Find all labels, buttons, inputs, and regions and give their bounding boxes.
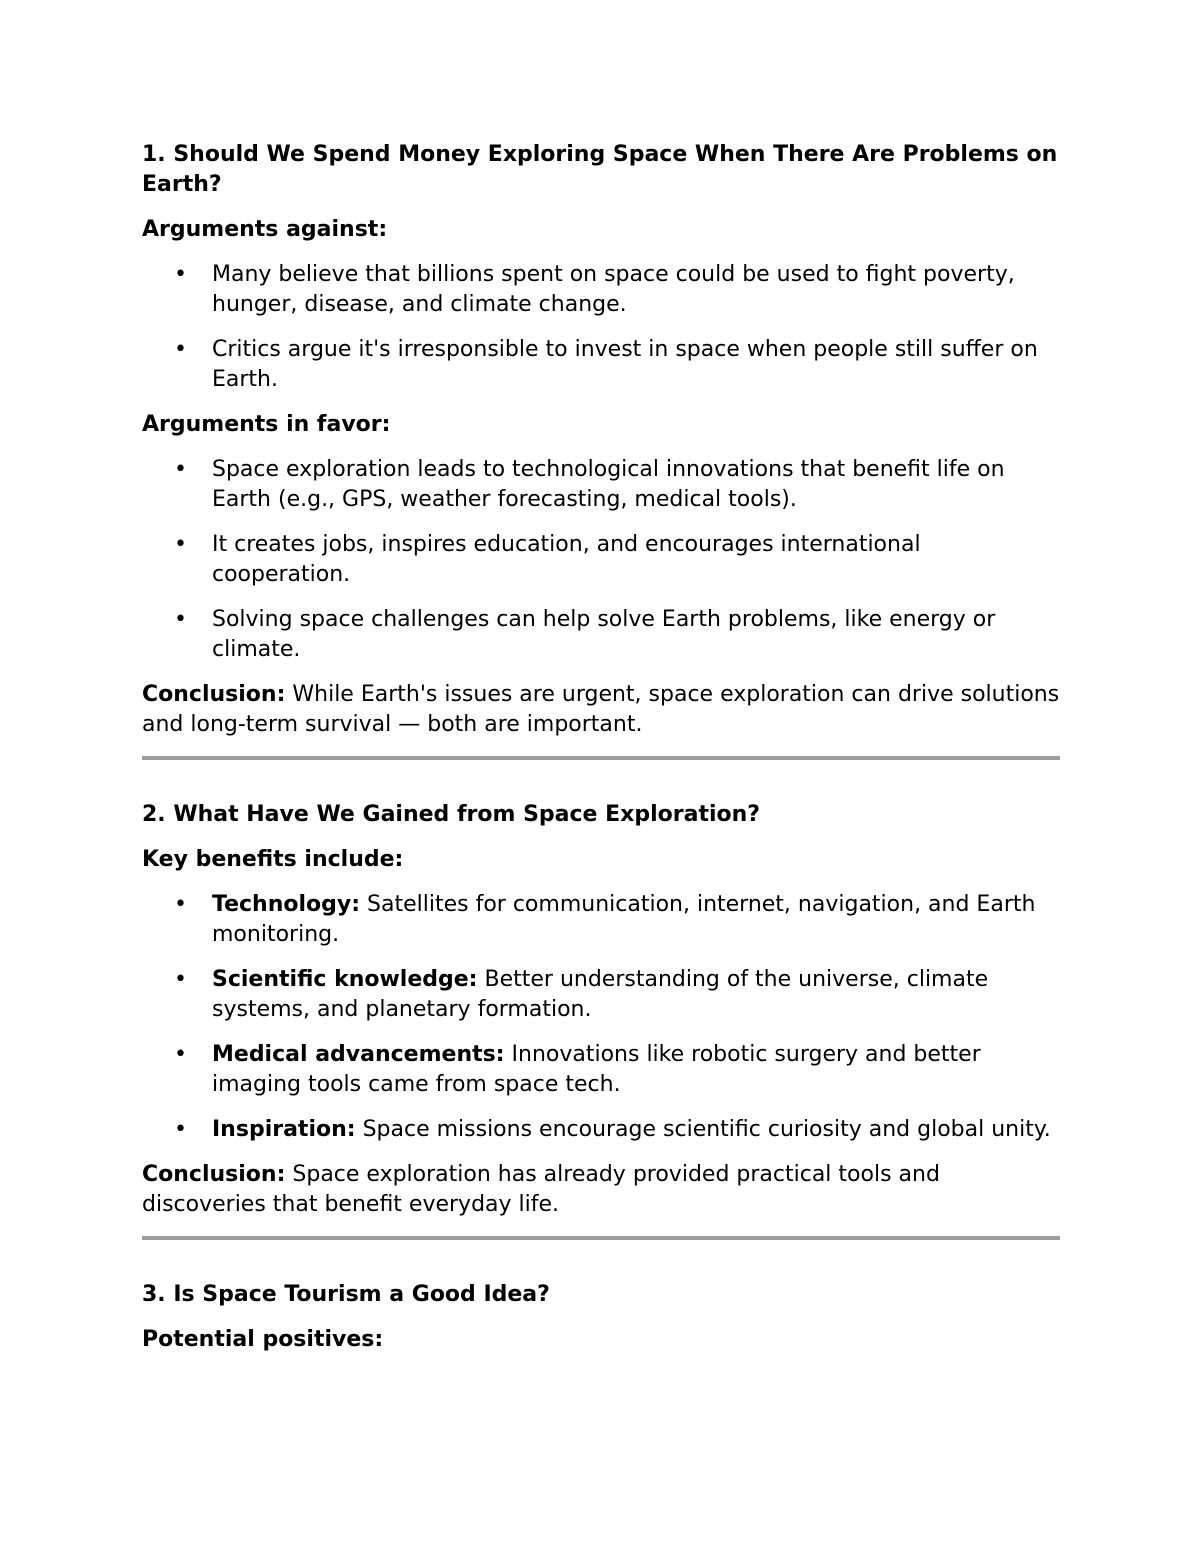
bullet-icon: • bbox=[174, 532, 187, 557]
list-item bbox=[142, 455, 1060, 515]
section-1-heading: 1. Should We Spend Money Exploring Space When There Are Problems on Earth? bbox=[142, 142, 1058, 197]
bullet-icon: • bbox=[174, 892, 187, 917]
arguments-in-favor-list bbox=[142, 455, 1060, 665]
conclusion-label: Conclusion: bbox=[142, 1162, 286, 1187]
section-divider bbox=[142, 756, 1060, 760]
section-1-conclusion bbox=[142, 680, 1060, 740]
list-item bbox=[142, 260, 1060, 320]
key-benefits-label: Key benefits include: bbox=[142, 847, 404, 872]
arguments-in-favor-label: Arguments in favor: bbox=[142, 412, 391, 437]
section-2-heading: 2. What Have We Gained from Space Exploration? bbox=[142, 802, 761, 827]
key-benefits-list bbox=[142, 890, 1060, 1145]
benefit-text: Better understanding of the universe, climate systems, and planetary formation. bbox=[212, 967, 989, 1022]
arguments-against-list bbox=[142, 260, 1060, 395]
list-item-text: Many believe that billions spent on space could be used to fight poverty, hunger, disease, and climate change. bbox=[212, 262, 1015, 317]
list-item-text: Solving space challenges can help solve Earth problems, like energy or climate. bbox=[212, 607, 996, 662]
list-item-text: Critics argue it's irresponsible to invest in space when people still suffer on Earth. bbox=[212, 337, 1038, 392]
list-item-text: Space exploration leads to technological innovations that benefit life on Earth (e.g., GPS, weather forecasting, medical tools). bbox=[212, 457, 1005, 512]
section-3-heading: 3. Is Space Tourism a Good Idea? bbox=[142, 1282, 550, 1307]
section-1 bbox=[142, 140, 1060, 740]
benefit-term: Medical advancements: bbox=[212, 1042, 505, 1067]
list-item bbox=[142, 890, 1060, 950]
benefit-text: Satellites for communication, internet, navigation, and Earth monitoring. bbox=[212, 892, 1036, 947]
list-item bbox=[142, 335, 1060, 395]
conclusion-text: While Earth's issues are urgent, space exploration can drive solutions and long-term survival — both are important. bbox=[142, 682, 1060, 737]
section-divider bbox=[142, 1236, 1060, 1240]
benefit-term: Inspiration: bbox=[212, 1117, 356, 1142]
bullet-icon: • bbox=[174, 337, 187, 362]
benefit-text: Space missions encourage scientific curiosity and global unity. bbox=[362, 1117, 1051, 1142]
bullet-icon: • bbox=[174, 967, 187, 992]
bullet-icon: • bbox=[174, 1117, 187, 1142]
potential-positives-label: Potential positives: bbox=[142, 1327, 384, 1352]
list-item bbox=[142, 965, 1060, 1025]
document-page bbox=[142, 140, 1060, 1355]
conclusion-label: Conclusion: bbox=[142, 682, 286, 707]
bullet-icon: • bbox=[174, 262, 187, 287]
list-item bbox=[142, 605, 1060, 665]
benefit-text: Innovations like robotic surgery and better imaging tools came from space tech. bbox=[212, 1042, 981, 1097]
conclusion-text: Space exploration has already provided practical tools and discoveries that benefit everyday life. bbox=[142, 1162, 940, 1217]
bullet-icon: • bbox=[174, 457, 187, 482]
section-2 bbox=[142, 800, 1060, 1220]
benefit-term: Scientific knowledge: bbox=[212, 967, 478, 992]
list-item bbox=[142, 1115, 1060, 1145]
section-2-conclusion bbox=[142, 1160, 1060, 1220]
bullet-icon: • bbox=[174, 1042, 187, 1067]
arguments-against-label: Arguments against: bbox=[142, 217, 388, 242]
list-item bbox=[142, 530, 1060, 590]
bullet-icon: • bbox=[174, 607, 187, 632]
benefit-term: Technology: bbox=[212, 892, 361, 917]
section-3 bbox=[142, 1280, 1060, 1355]
list-item bbox=[142, 1040, 1060, 1100]
list-item-text: It creates jobs, inspires education, and encourages international cooperation. bbox=[212, 532, 921, 587]
